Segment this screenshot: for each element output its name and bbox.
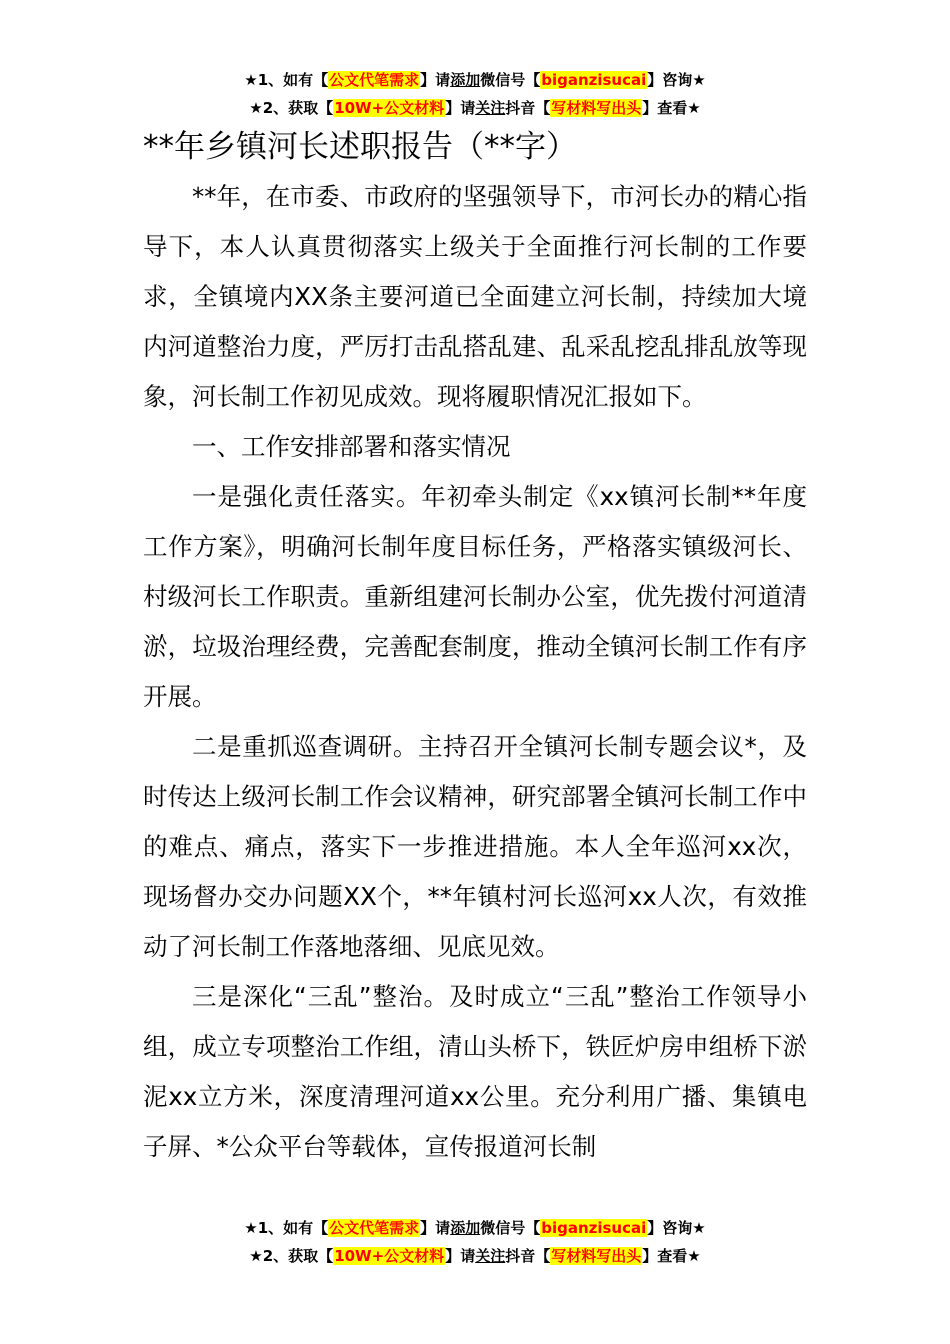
highlight-wechat-id: biganzisucai [541, 1219, 647, 1237]
highlight-service: 公文代笔需求 [329, 71, 420, 89]
paragraph-responsibility: 一是强化责任落实。年初牵头制定《xx镇河长制**年度工作方案》，明确河长制年度目标任务，严格落实镇级河长、村级河长工作职责。重新组建河长制办公室，优先拨付河道清淤，垃圾治理经费，完善配套制度，推动全镇河长制工作有序开展。 [143, 482, 807, 711]
promo-line-2: ★2、获取【10W+公文材料】请关注抖音【写材料写出头】查看★ [249, 99, 701, 117]
promo-line-1: ★1、如有【公文代笔需求】请添加微信号【biganzisucai】咨询★ [244, 71, 706, 89]
document-body [143, 172, 807, 1172]
bottom-promo-banner [0, 1214, 950, 1270]
highlight-wechat-id: biganzisucai [541, 71, 647, 89]
promo-line-2: ★2、获取【10W+公文材料】请关注抖音【写材料写出头】查看★ [249, 1247, 701, 1265]
section-heading: 一、工作安排部署和落实情况 [192, 432, 511, 461]
promo-line-1: ★1、如有【公文代笔需求】请添加微信号【biganzisucai】咨询★ [244, 1219, 706, 1237]
highlight-materials: 10W+公文材料 [334, 1247, 445, 1265]
highlight-service: 公文代笔需求 [329, 1219, 420, 1237]
top-promo-banner [0, 66, 950, 122]
document-title: **年乡镇河长述职报告（**字） [143, 129, 577, 165]
paragraph-inspection: 二是重抓巡查调研。主持召开全镇河长制专题会议*，及时传达上级河长制工作会议精神，研究部署全镇河长制工作中的难点、痛点，落实下一步推进措施。本人全年巡河xx次，现场督办交办问题XX个，**年镇村河长巡河xx人次，有效推动了河长制工作落地落细、见底见效。 [143, 732, 807, 961]
highlight-materials: 10W+公文材料 [334, 99, 445, 117]
paragraph-intro: **年，在市委、市政府的坚强领导下，市河长办的精心指导下，本人认真贯彻落实上级关于全面推行河长制的工作要求，全镇境内XX条主要河道已全面建立河长制，持续加大境内河道整治力度，严厉打击乱搭乱建、乱采乱挖乱排乱放等现象，河长制工作初见成效。现将履职情况汇报如下。 [143, 182, 807, 411]
paragraph-rectification: 三是深化“三乱”整治。及时成立“三乱”整治工作领导小组，成立专项整治工作组，清山头桥下，铁匠炉房申组桥下淤泥xx立方米，深度清理河道xx公里。充分利用广播、集镇电子屏、*公众平台等载体，宣传报道河长制 [143, 982, 807, 1161]
highlight-douyin-id: 写材料写出头 [551, 99, 642, 117]
highlight-douyin-id: 写材料写出头 [551, 1247, 642, 1265]
